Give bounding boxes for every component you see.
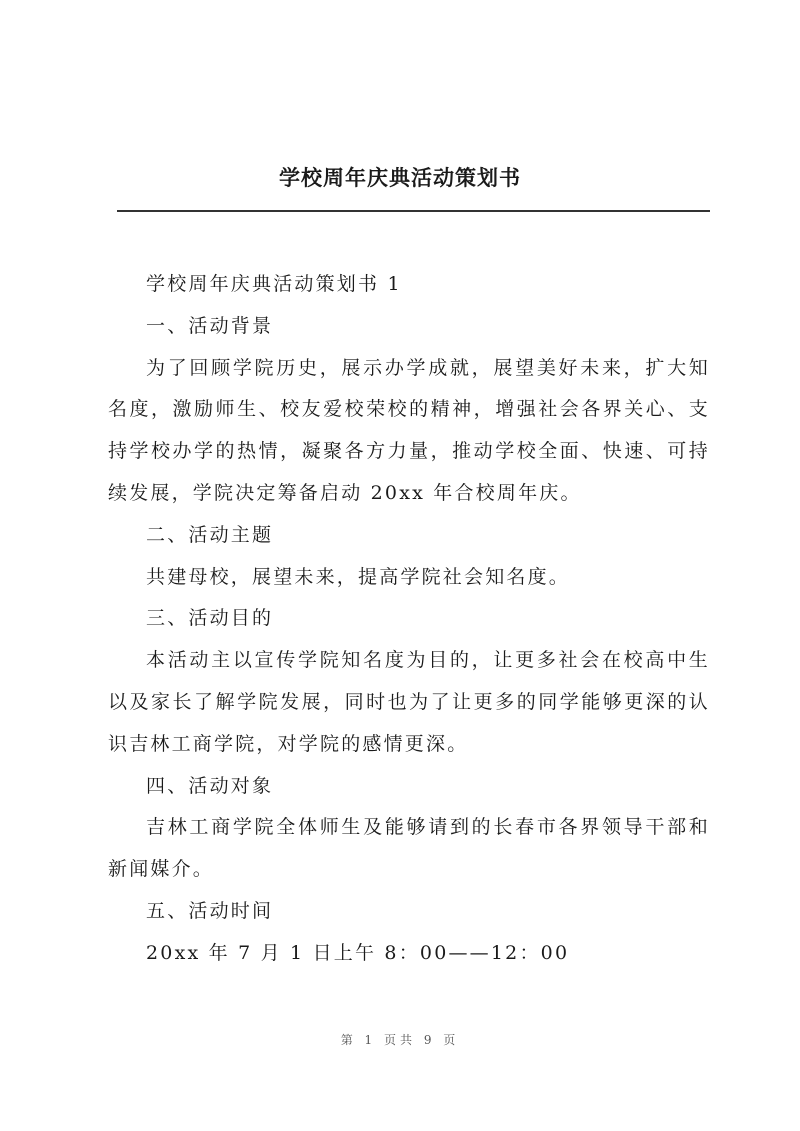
page-number-footer: 第 1 页共 9 页 <box>340 1033 460 1047</box>
section-heading-audience: 四、活动对象 <box>146 774 274 797</box>
section-heading-background: 一、活动背景 <box>146 314 274 337</box>
doc-subtitle: 学校周年庆典活动策划书 1 <box>146 273 402 295</box>
paragraph-theme: 共建母校，展望未来，提高学院社会知名度。 <box>146 565 571 588</box>
section-heading-time: 五、活动时间 <box>146 899 274 922</box>
paragraph-purpose: 本活动主以宣传学院知名度为目的，让更多社会在校高中生以及家长了解学院发展，同时也为了让更多的同学能够更深的认识吉林工商学院，对学院的感情更深。 <box>108 649 710 755</box>
title-divider <box>117 210 710 212</box>
section-heading-purpose: 三、活动目的 <box>146 607 274 630</box>
section-heading-theme: 二、活动主题 <box>146 523 274 546</box>
document-body <box>108 264 710 975</box>
document-title: 学校周年庆典活动策划书 <box>279 166 521 190</box>
paragraph-background: 为了回顾学院历史，展示办学成就，展望美好未来，扩大知名度，激励师生、校友爱校荣校的精神，增强社会各界关心、支持学校办学的热情，凝聚各方力量，推动学校全面、快速、可持续发展，学院决定筹备启动 20xx 年合校周年庆。 <box>108 356 710 504</box>
paragraph-time: 20xx 年 7 月 1 日上午 8：00——12：00 <box>146 941 570 964</box>
paragraph-audience: 吉林工商学院全体师生及能够请到的长春市各界领导干部和新闻媒介。 <box>108 816 710 881</box>
